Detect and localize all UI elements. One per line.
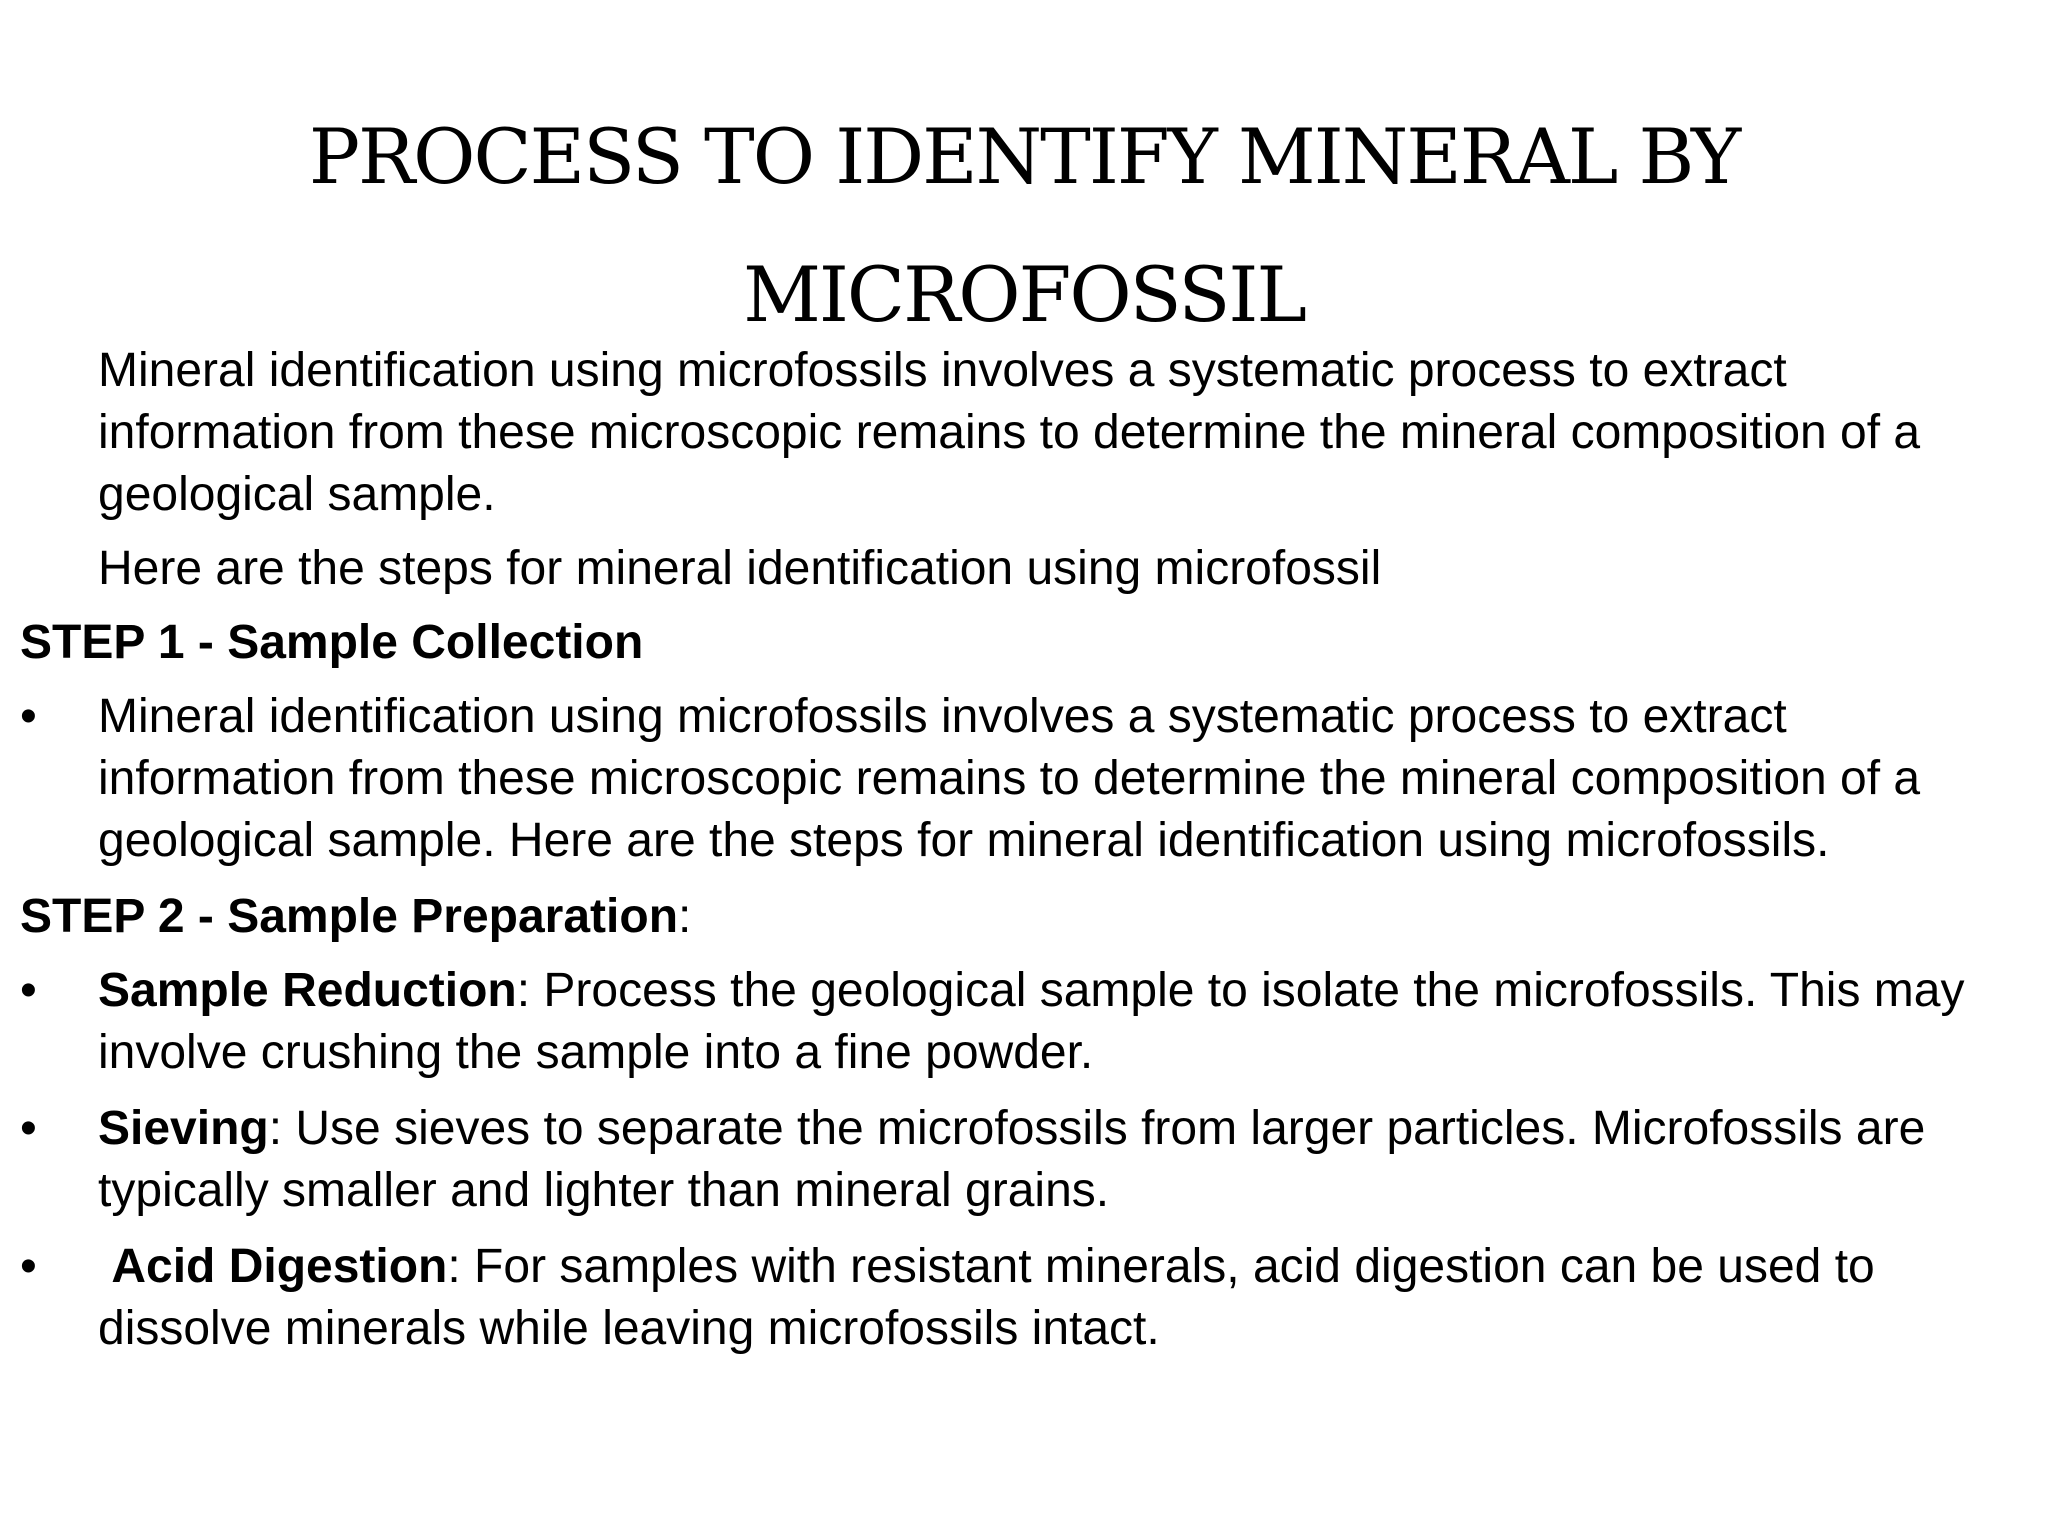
bullet-description: : Use sieves to separate the microfossils from larger particles. Microfossils are typically smaller and lighter than mineral grains. (98, 1102, 1926, 1217)
step-1-heading-text: STEP 1 - Sample Collection (20, 616, 644, 669)
step-2-heading (0, 886, 2048, 948)
step-2-heading-text: STEP 2 - Sample Preparation (20, 890, 679, 943)
bullet-marker: • (20, 964, 37, 1017)
step-2-bullet-sample-reduction (0, 960, 2048, 1084)
step-1-bullet-text: Mineral identification using microfossils involves a systematic process to extract information from these microscopic remains to determine the mineral composition of a geological sample. Here are the steps for mineral identification using microfossils. (98, 690, 1921, 867)
bullet-term: Sample Reduction (98, 964, 517, 1017)
slide-title-line-2: MICROFOSSIL (743, 250, 1305, 339)
bullet-marker: • (20, 1102, 37, 1155)
intro-paragraph: Mineral identification using microfossils involves a systematic process to extract information from these microscopic remains to determine the mineral composition of a geological sample. (98, 344, 1921, 521)
bullet-description: : Process the geological sample to isolate the microfossils. This may involve crushing the sample into a fine powder. (98, 964, 1965, 1079)
bullet-marker: • (20, 1240, 37, 1293)
bullet-marker: • (20, 690, 37, 743)
step-1-bullet (0, 686, 2048, 872)
bullet-term: Sieving (98, 1102, 269, 1155)
slide-body (0, 340, 2048, 1374)
bullet-term: Acid Digestion (98, 1240, 448, 1293)
slide-title (0, 88, 2048, 364)
intro-steps-lead: Here are the steps for mineral identification using microfossil (98, 542, 1382, 595)
step-2-bullet-sieving (0, 1098, 2048, 1222)
bullet-description: : For samples with resistant minerals, acid digestion can be used to dissolve minerals while leaving microfossils intact. (98, 1240, 1875, 1355)
step-1-heading (0, 612, 2048, 674)
slide-title-line-1: PROCESS TO IDENTIFY MINERAL BY (308, 112, 1740, 201)
step-2-bullet-acid-digestion (0, 1236, 2048, 1360)
step-2-heading-colon: : (678, 890, 692, 943)
